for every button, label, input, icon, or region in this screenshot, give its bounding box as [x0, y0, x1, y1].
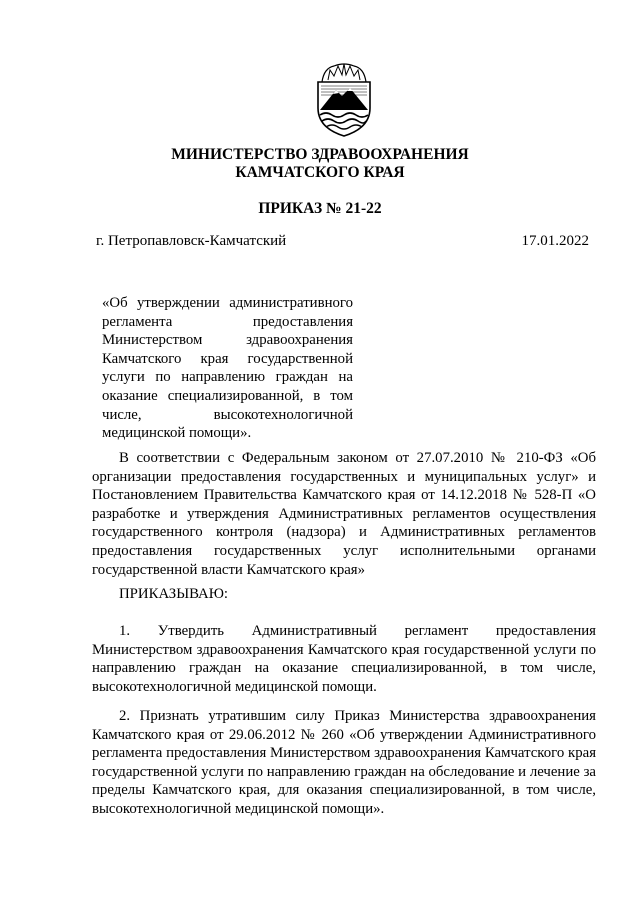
order-directive-word: ПРИКАЗЫВАЮ:	[119, 586, 229, 602]
order-date: 17.01.2022	[521, 233, 589, 249]
order-subject: «Об утверждении административного регламента предоставления Министерством здравоохранения Камчатского края государственной услуги по направлению граждан на оказание специализированной, в том числе, высокотехнологичной медицинской помощи».	[102, 295, 353, 442]
order-title: ПРИКАЗ № 21-22	[258, 200, 382, 217]
order-item-2: 2. Признать утратившим силу Приказ Министерства здравоохранения Камчатского края от 29.06.2012 № 260 «Об утверждении Административного регламента предоставления Министерством здравоохранения Камчатского края государственной услуги по направлению граждан на обследование и лечение за пределы Камчатского края, для оказания специализированной, в том числе, высокотехнологичной медицинской помощи».	[92, 708, 596, 817]
ministry-name-line1: МИНИСТЕРСТВО ЗДРАВООХРАНЕНИЯ	[171, 146, 469, 163]
ministry-name-line2: КАМЧАТСКОГО КРАЯ	[235, 164, 405, 181]
order-city: г. Петропавловск-Камчатский	[96, 233, 287, 249]
order-preamble: В соответствии с Федеральным законом от 27.07.2010 № 210-ФЗ «Об организации предоставления государственных и муниципальных услуг» и Постановлением Правительства Камчатского края от 14.12.2018 № 528-П «О разработке и утверждения Административных регламентов осуществления государственного контроля (надзора) и Административных регламентов предоставления государственных услуг исполнительными органами государственной власти Камчатского края»	[92, 450, 596, 578]
kamchatka-coat-of-arms-icon	[312, 60, 376, 138]
order-item-1: 1. Утвердить Административный регламент предоставления Министерством здравоохранения Камчатского края государственной услуги по направлению граждан на оказание специализированной, в том числе, высокотехнологичной медицинской помощи.	[92, 623, 596, 695]
